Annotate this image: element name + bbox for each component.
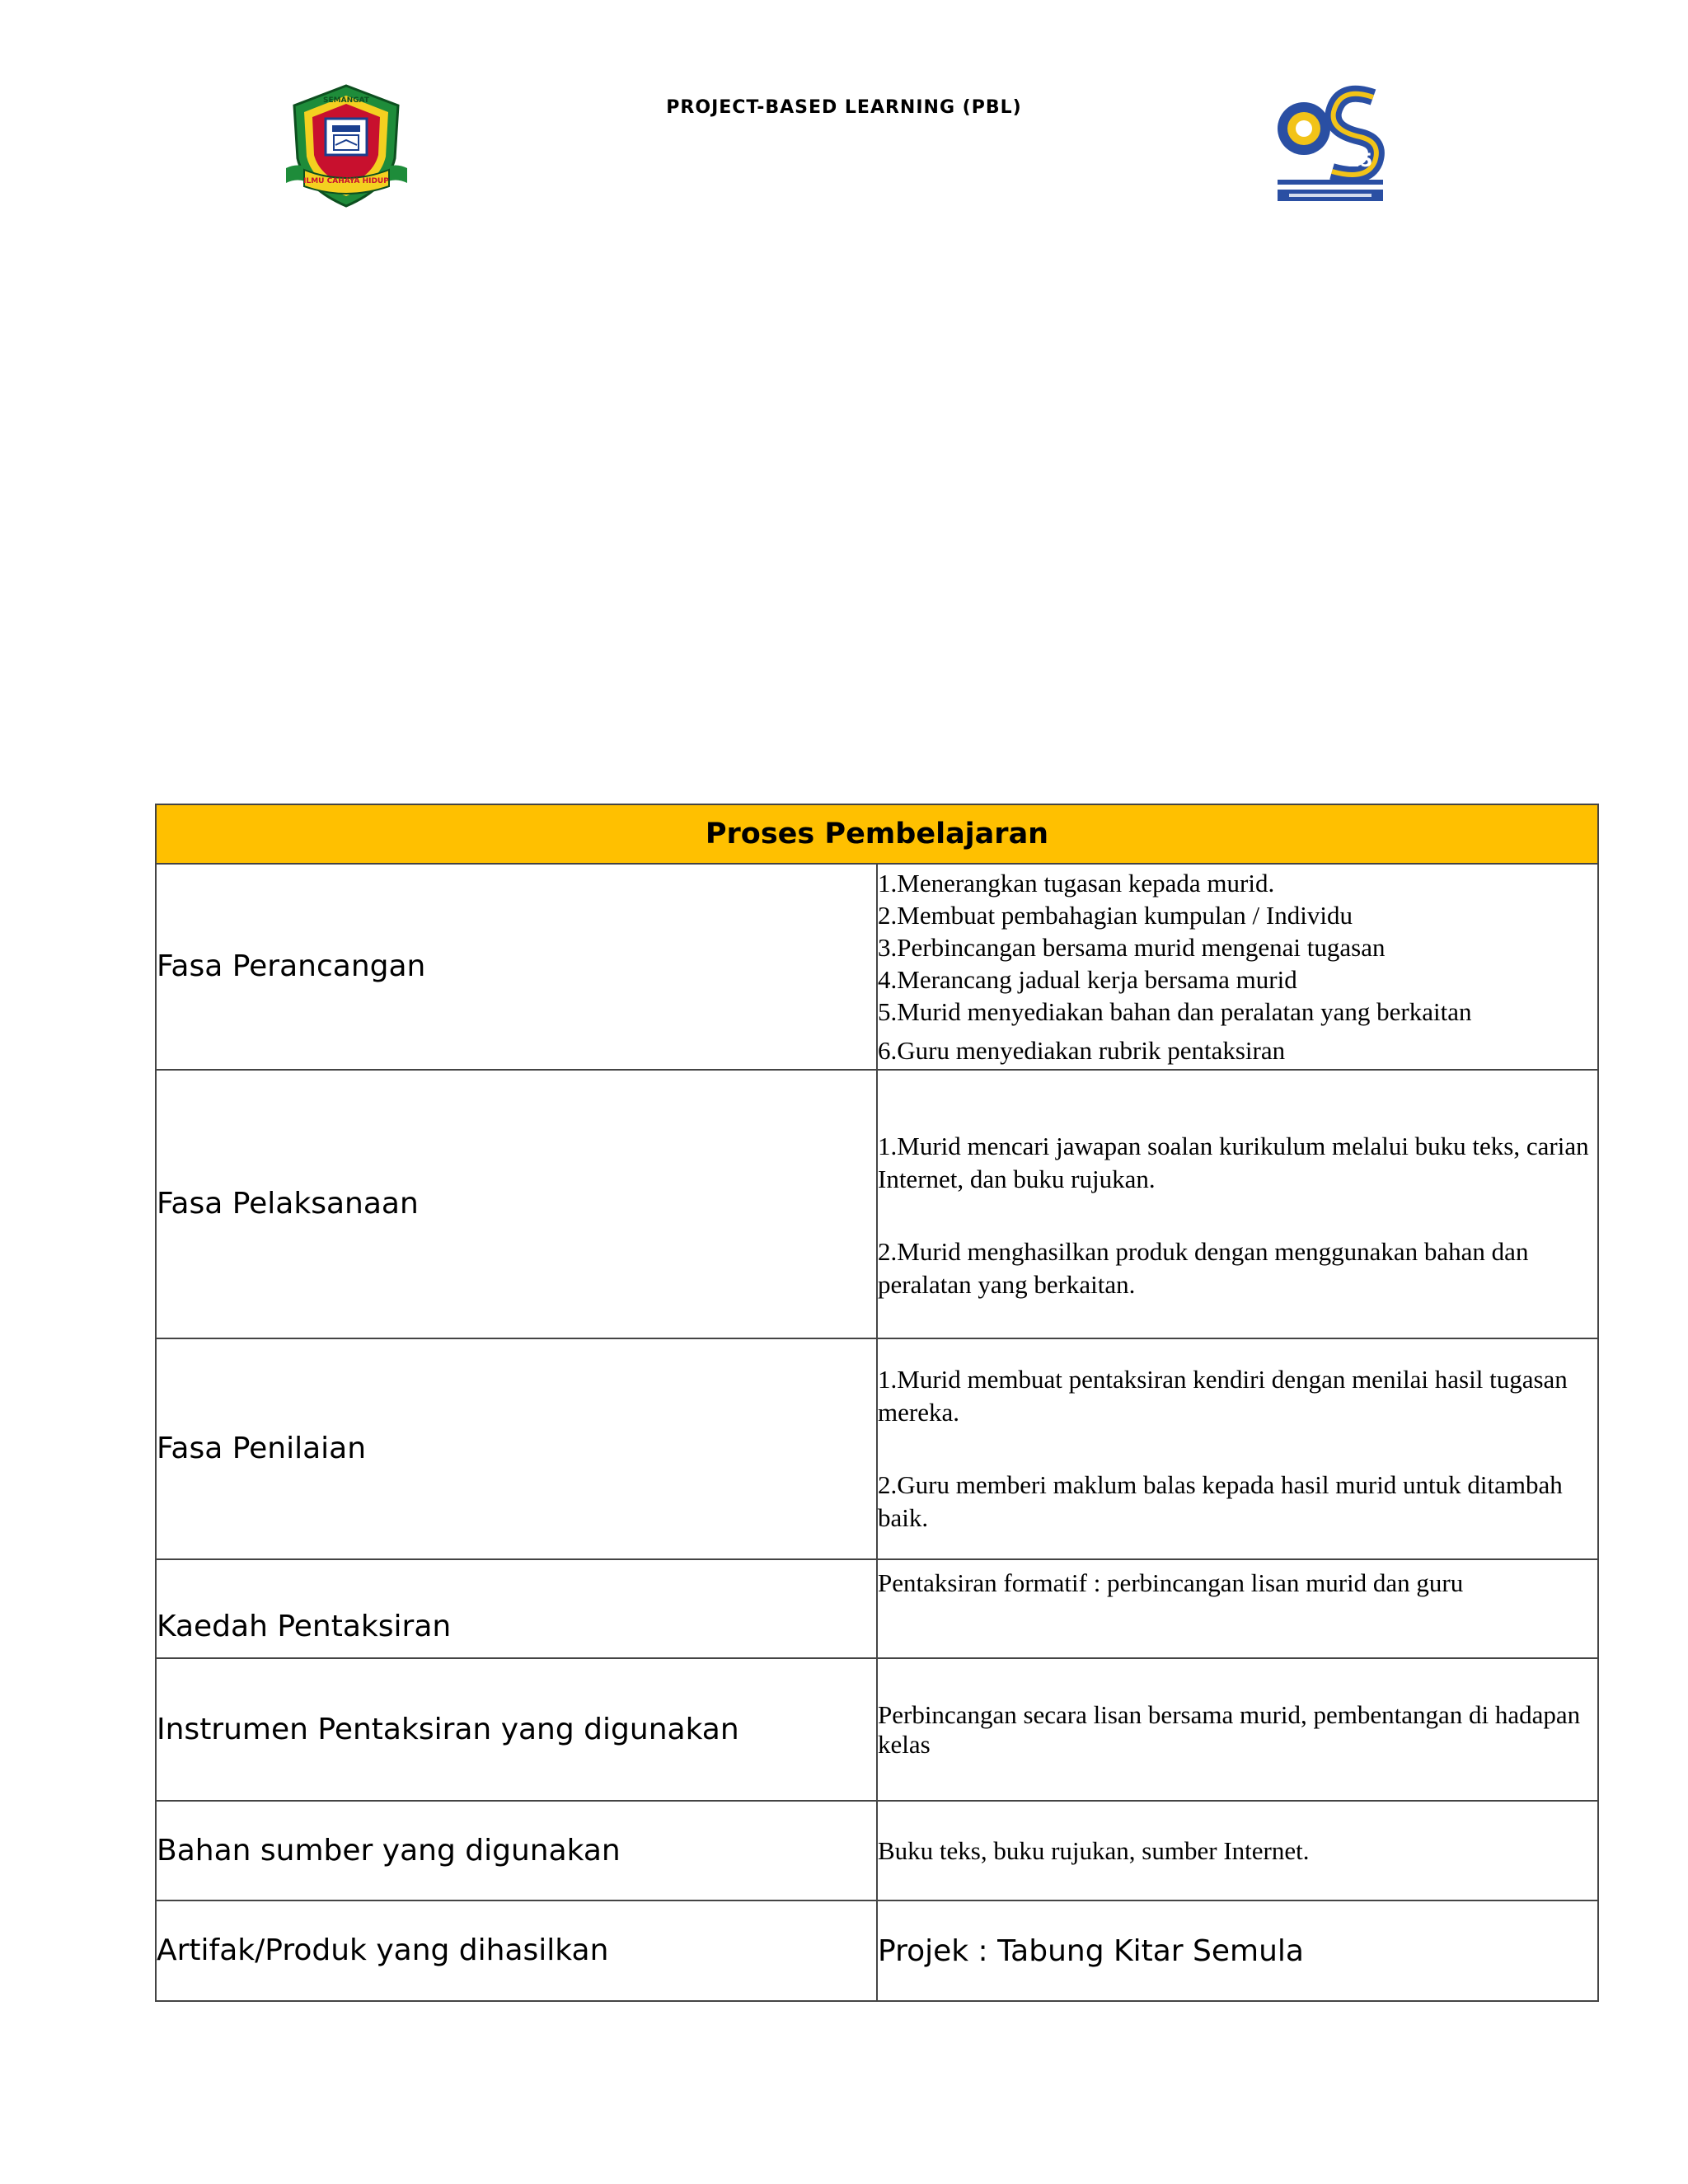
list-item: 6.Guru menyediakan rubrik pentaksiran <box>878 1036 1286 1065</box>
row-content: Perbincangan secara lisan bersama murid, pembentangan di hadapan kelas <box>877 1658 1598 1801</box>
table-row <box>156 864 1598 1070</box>
table-row <box>156 1658 1598 1801</box>
page-title: PROJECT-BASED LEARNING (PBL) <box>666 97 1022 118</box>
row-label: Kaedah Pentaksiran <box>156 1559 877 1658</box>
row-content: Pentaksiran formatif : perbincangan lisan murid dan guru <box>877 1559 1598 1658</box>
table-heading: Proses Pembelajaran <box>156 804 1598 864</box>
row-label: Fasa Perancangan <box>156 864 877 1070</box>
row-content <box>877 1070 1598 1338</box>
list-item: 1.Menerangkan tugasan kepada murid. <box>878 869 1275 898</box>
table-row <box>156 1900 1598 2001</box>
program-logo-number: 25 <box>1347 151 1373 171</box>
row-content <box>877 864 1598 1070</box>
row-content: Buku teks, buku rujukan, sumber Internet. <box>877 1801 1598 1900</box>
table-row <box>156 1801 1598 1900</box>
row-label: Instrumen Pentaksiran yang digunakan <box>156 1658 877 1801</box>
school-crest-logo <box>283 82 410 208</box>
table-row <box>156 1559 1598 1658</box>
list-item: 3.Perbincangan bersama murid mengenai tugasan <box>878 933 1386 962</box>
list-item: 2.Membuat pembahagian kumpulan / Individu <box>878 901 1353 930</box>
list-item: 5.Murid menyediakan bahan dan peralatan yang berkaitan <box>878 997 1472 1026</box>
row-label: Fasa Pelaksanaan <box>156 1070 877 1338</box>
row-label: Artifak/Produk yang dihasilkan <box>156 1900 877 2001</box>
crest-top-text: SEMANGAT <box>323 96 369 105</box>
row-label: Bahan sumber yang digunakan <box>156 1801 877 1900</box>
row-label: Fasa Penilaian <box>156 1338 877 1559</box>
table-row <box>156 1338 1598 1559</box>
learning-process-table <box>155 804 1599 2002</box>
list-item: 1.Murid mencari jawapan soalan kurikulum melalui buku teks, carian Internet, dan buku rujukan. <box>878 1132 1589 1193</box>
list-item: 1.Murid membuat pentaksiran kendiri dengan menilai hasil tugasan mereka. <box>878 1365 1568 1427</box>
list-item: 2.Murid menghasilkan produk dengan menggunakan bahan dan peralatan yang berkaitan. <box>878 1237 1529 1299</box>
list-item: 4.Merancang jadual kerja bersama murid <box>878 965 1297 994</box>
table-header-row <box>156 804 1598 864</box>
list-item: 2.Guru memberi maklum balas kepada hasil murid untuk ditambah baik. <box>878 1470 1563 1532</box>
program-logo <box>1274 79 1386 204</box>
table-row <box>156 1070 1598 1338</box>
row-content <box>877 1338 1598 1559</box>
row-content: Projek : Tabung Kitar Semula <box>877 1900 1598 2001</box>
crest-band-text: ILMU CAHAYA HIDUP <box>303 177 389 185</box>
